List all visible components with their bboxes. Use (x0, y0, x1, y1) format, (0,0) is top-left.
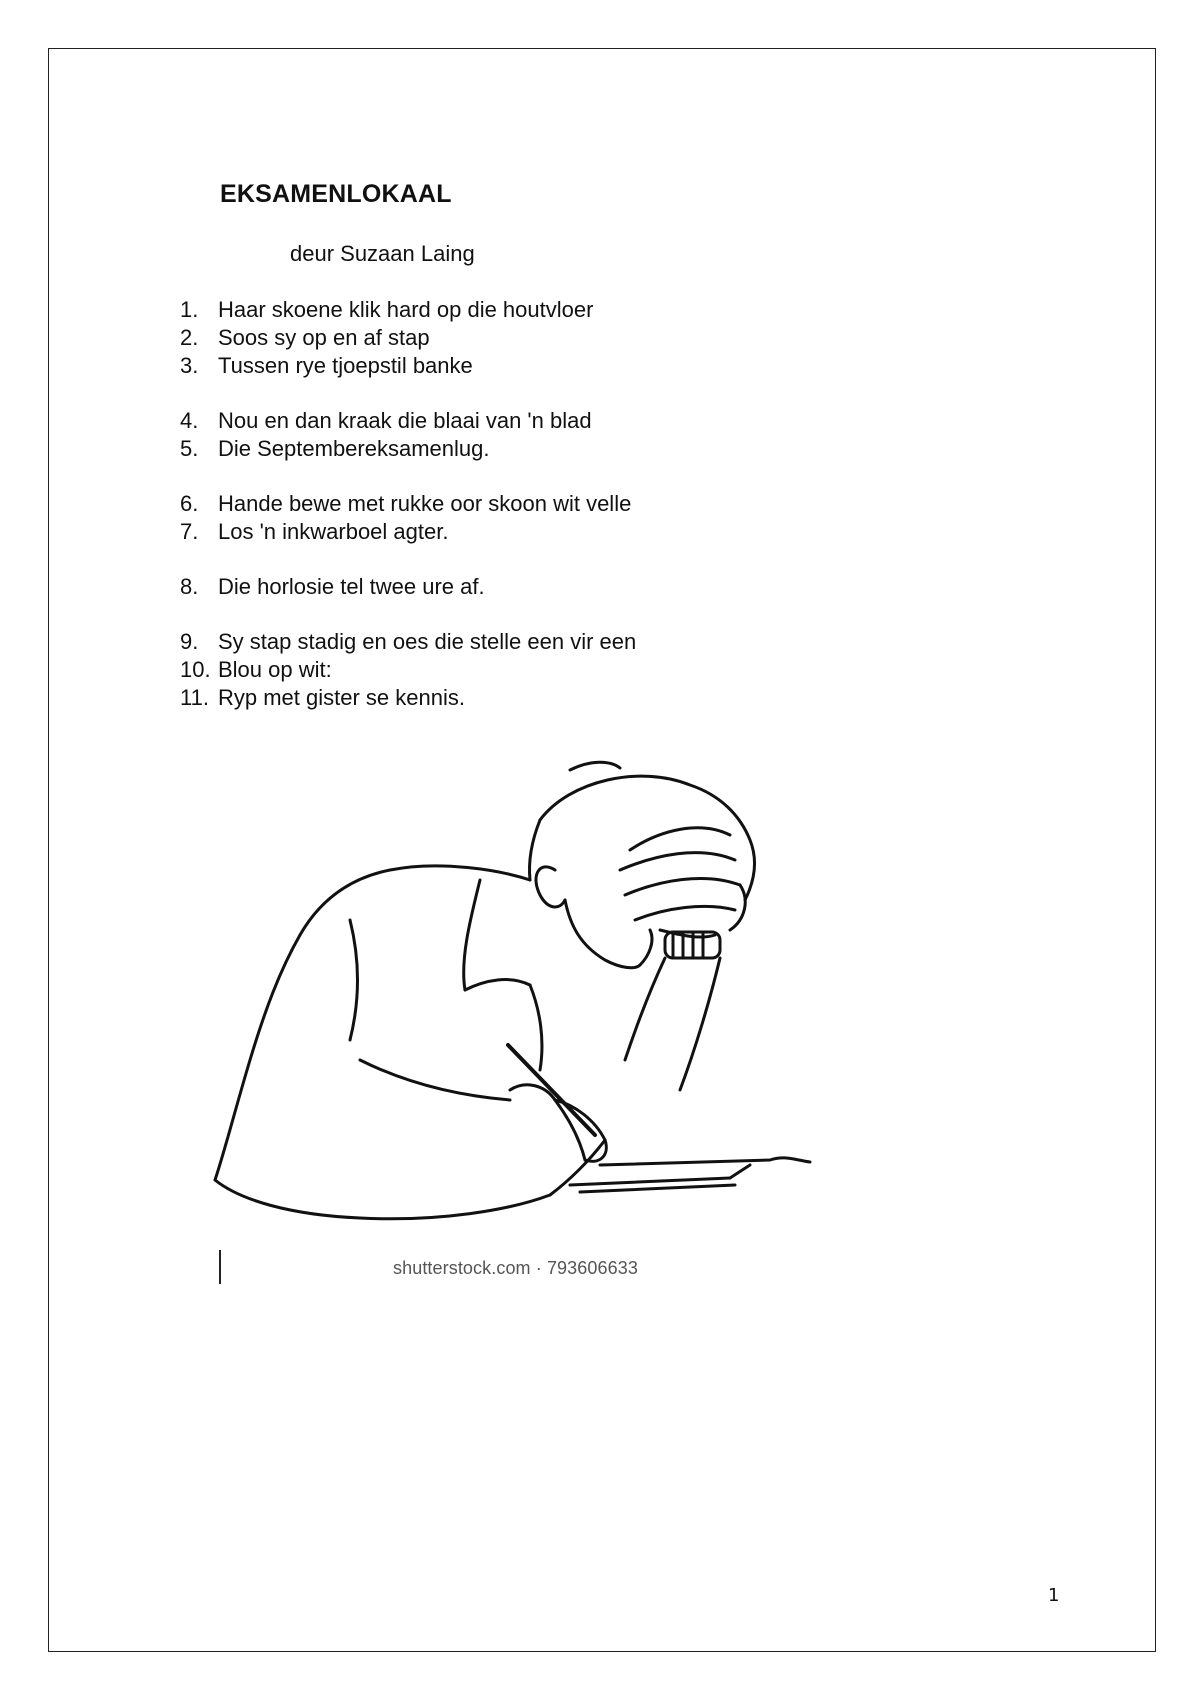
page-number: 1 (1048, 1585, 1060, 1606)
line-text: Blou op wit: (218, 657, 332, 682)
poem-line (180, 407, 636, 435)
line-text: Ryp met gister se kennis. (218, 685, 465, 710)
line-number: 1. (180, 297, 199, 322)
line-number: 6. (180, 491, 199, 516)
line-number: 8. (180, 574, 199, 599)
poem-line (180, 628, 636, 656)
line-text: Hande bewe met rukke oor skoon wit velle (218, 491, 632, 516)
line-number: 2. (180, 325, 199, 350)
line-text: Soos sy op en af stap (218, 325, 430, 350)
line-number: 10. (180, 657, 211, 682)
poem-line (180, 296, 636, 324)
poem-line (180, 684, 636, 712)
poem-line (180, 324, 636, 352)
line-text: Tussen rye tjoepstil banke (218, 353, 473, 378)
poem-line (180, 352, 636, 380)
image-watermark: shutterstock.com · 793606633 (393, 1258, 638, 1278)
student-writing-illustration (210, 760, 850, 1260)
poem-body (180, 296, 636, 712)
poem-line (180, 573, 636, 601)
text-cursor (219, 1250, 221, 1284)
line-number: 4. (180, 408, 199, 433)
line-text: Haar skoene klik hard op die houtvloer (218, 297, 594, 322)
line-text: Die Septembereksamenlug. (218, 436, 490, 461)
line-number: 7. (180, 519, 199, 544)
poem-title: EKSAMENLOKAAL (220, 180, 452, 208)
line-number: 5. (180, 436, 199, 461)
line-text: Los 'n inkwarboel agter. (218, 519, 449, 544)
line-text: Die horlosie tel twee ure af. (218, 574, 485, 599)
poem-line (180, 490, 636, 518)
poem-line (180, 518, 636, 546)
line-text: Nou en dan kraak die blaai van 'n blad (218, 408, 592, 433)
line-text: Sy stap stadig en oes die stelle een vir een (218, 629, 637, 654)
poem-byline: deur Suzaan Laing (290, 241, 475, 266)
poem-line (180, 435, 636, 463)
line-number: 11. (180, 685, 209, 710)
line-number: 9. (180, 629, 199, 654)
line-number: 3. (180, 353, 199, 378)
poem-line (180, 656, 636, 684)
